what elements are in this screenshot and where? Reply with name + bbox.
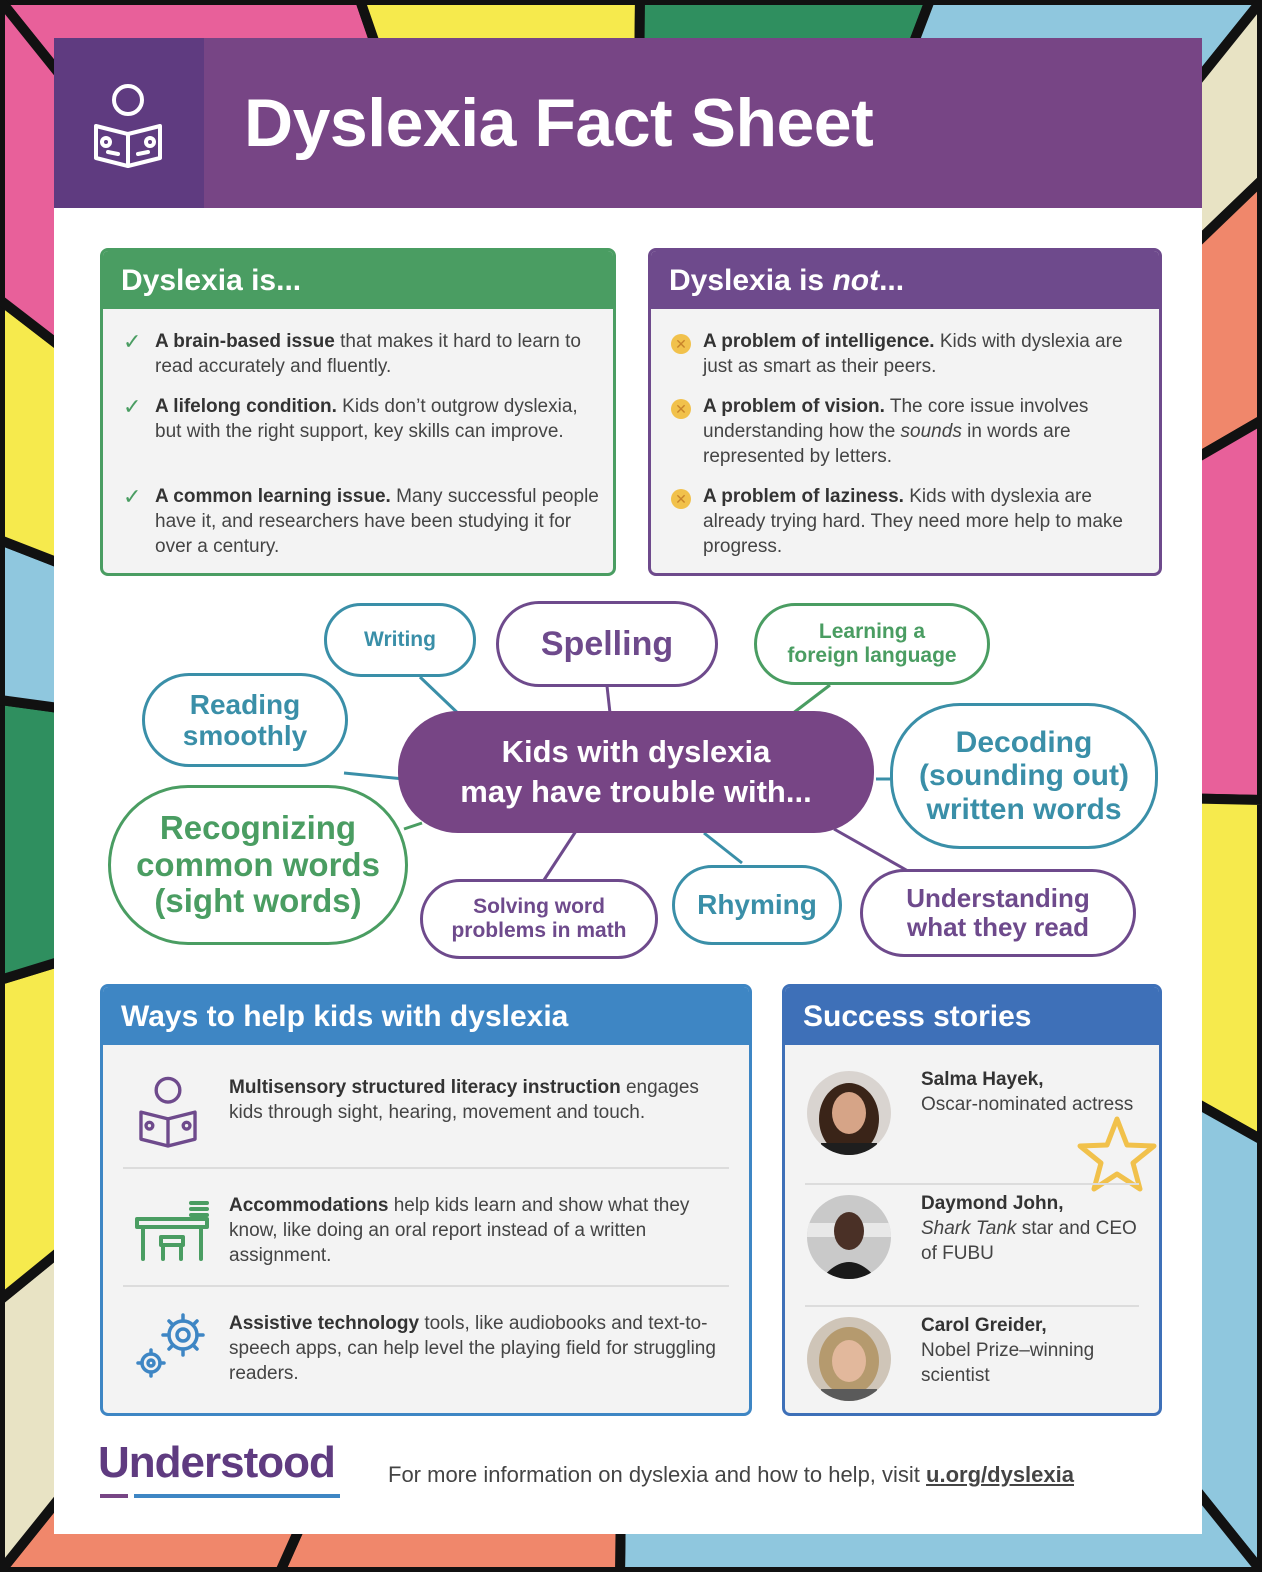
page-title: Dyslexia Fact Sheet	[244, 85, 874, 161]
list-item	[123, 1179, 727, 1295]
x-circle-icon: ✕	[671, 489, 691, 509]
item-text: engages kids through sight, hearing, movement and touch.	[229, 1077, 699, 1123]
avatar	[807, 1071, 891, 1155]
item-text: help kids learn and show what they know, like doing an oral report instead of a written assignment.	[229, 1195, 690, 1266]
item-bold: A problem of vision.	[703, 396, 885, 417]
title-emphasis: not	[832, 264, 880, 297]
item-text: The core issue involves understanding how the	[703, 396, 1089, 442]
ways-title: Ways to help kids with dyslexia	[103, 987, 749, 1045]
star-icon	[1077, 1115, 1157, 1193]
bubble-reading-smoothly	[142, 673, 348, 767]
person-daymond-john	[807, 1191, 1147, 1301]
bubble-line: (sight words)	[154, 882, 362, 920]
bubble-line: smoothly	[182, 720, 308, 751]
bubble-spelling: Spelling	[496, 601, 718, 687]
item-bold: A problem of intelligence.	[703, 331, 935, 352]
list-item	[123, 394, 599, 444]
header-banner	[54, 38, 1202, 208]
item-text: Kids don’t outgrow dyslexia, but with the right support, key skills can improve.	[155, 396, 578, 442]
bubble-line: Reading	[189, 688, 301, 720]
person-desc-emphasis: Shark Tank	[921, 1218, 1017, 1239]
footer-link[interactable]: u.org/dyslexia	[926, 1462, 1074, 1487]
bubble-line: common words	[136, 845, 380, 883]
dyslexia-is-title: Dyslexia is...	[103, 251, 613, 309]
bubble-line: what they read	[906, 912, 1090, 942]
bubble-rhyming: Rhyming	[672, 865, 842, 945]
divider	[123, 1285, 729, 1287]
bubble-foreign-language	[754, 603, 990, 685]
bubble-decoding	[890, 703, 1158, 849]
bubble-line: Recognizing	[159, 808, 357, 846]
item-bold: A problem of laziness.	[703, 486, 904, 507]
item-text: Many successful people have it, and researchers have been studying it for over a century.	[155, 486, 599, 557]
bubble-line: Learning a	[818, 620, 926, 644]
fact-sheet	[54, 38, 1202, 1534]
list-item	[123, 1297, 727, 1413]
check-icon: ✓	[123, 329, 142, 354]
title-prefix: Dyslexia is	[669, 264, 833, 297]
logo-underline	[100, 1494, 340, 1498]
item-text: in words are represented by letters.	[703, 421, 1071, 467]
x-circle-icon: ✕	[671, 334, 691, 354]
avatar	[807, 1195, 891, 1279]
check-icon: ✓	[123, 484, 142, 509]
dyslexia-is-not-card	[648, 248, 1162, 576]
divider	[123, 1167, 729, 1169]
list-item	[123, 1061, 727, 1177]
item-bold: Multisensory structured literacy instruction	[229, 1077, 621, 1098]
bubble-writing: Writing	[324, 603, 476, 677]
gears-icon	[133, 1311, 213, 1381]
bubble-recognizing-words	[108, 785, 408, 945]
bubble-line: Decoding	[955, 725, 1093, 759]
item-bold: A brain-based issue	[155, 331, 335, 352]
dyslexia-is-card	[100, 248, 616, 576]
person-desc: star and CEO of FUBU	[921, 1218, 1137, 1264]
person-name: Carol Greider,	[921, 1315, 1047, 1336]
center-line: Kids with dyslexia	[501, 733, 771, 769]
trouble-mind-map	[54, 593, 1202, 973]
list-item	[671, 329, 1145, 379]
desk-icon	[133, 1193, 213, 1263]
divider	[805, 1183, 1139, 1185]
title-suffix: ...	[879, 264, 905, 297]
bubble-word-problems	[420, 879, 658, 959]
ways-to-help-card	[100, 984, 752, 1416]
reader-icon	[88, 82, 168, 172]
item-text: that makes it hard to learn to read accurately and fluently.	[155, 331, 581, 377]
person-name: Salma Hayek,	[921, 1069, 1044, 1090]
list-item	[123, 329, 599, 379]
avatar	[807, 1317, 891, 1401]
bubble-line: Solving word	[473, 895, 605, 919]
footer-message: For more information on dyslexia and how to help, visit	[388, 1462, 927, 1487]
person-desc: Nobel Prize–winning scientist	[921, 1340, 1095, 1386]
person-desc: Oscar-nominated actress	[921, 1094, 1134, 1115]
reader-icon	[133, 1075, 203, 1151]
understood-logo[interactable]: Understood	[98, 1438, 335, 1487]
bubble-line: problems in math	[451, 919, 627, 942]
stories-title: Success stories	[785, 987, 1159, 1045]
bubble-understanding	[860, 869, 1136, 957]
item-bold: Accommodations	[229, 1195, 389, 1216]
bubble-line: written words	[926, 792, 1122, 826]
success-stories-card	[782, 984, 1162, 1416]
footer-text	[388, 1462, 1074, 1488]
list-item	[123, 484, 599, 559]
item-bold: A common learning issue.	[155, 486, 391, 507]
item-text: Kids with dyslexia are just as smart as their peers.	[703, 331, 1123, 377]
list-item	[671, 394, 1145, 469]
center-line: may have trouble with...	[460, 774, 812, 809]
item-bold: A lifelong condition.	[155, 396, 337, 417]
bubble-line: Understanding	[906, 882, 1090, 913]
item-bold: Assistive technology	[229, 1313, 420, 1334]
list-item	[671, 484, 1145, 559]
person-carol-greider	[807, 1313, 1147, 1416]
check-icon: ✓	[123, 394, 142, 419]
dyslexia-is-not-title	[651, 251, 1159, 309]
mind-map-center	[398, 711, 874, 833]
bubble-line: (sounding out)	[919, 759, 1129, 793]
item-emphasis: sounds	[900, 421, 962, 442]
bubble-line: foreign language	[787, 644, 957, 667]
person-name: Daymond John,	[921, 1193, 1064, 1214]
divider	[805, 1305, 1139, 1307]
item-text: tools, like audiobooks and text-to-speech apps, can help level the playing field for struggling readers.	[229, 1313, 716, 1384]
header-icon-box	[54, 38, 204, 208]
item-text: Kids with dyslexia are already trying hard. They need more help to make progress.	[703, 486, 1123, 557]
x-circle-icon: ✕	[671, 399, 691, 419]
